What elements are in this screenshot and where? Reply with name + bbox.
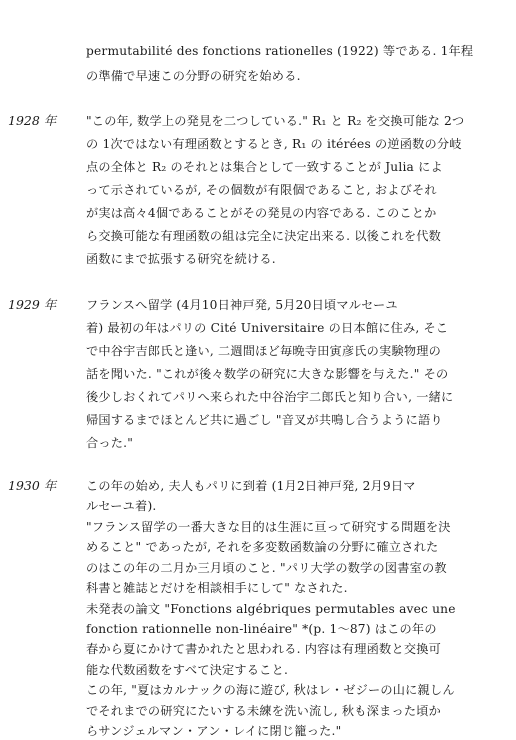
text-line: 科書と雑誌とだけを相談相手にして" なされた.: [86, 581, 348, 595]
text-line: らサンジェルマン・アン・レイに閉じ籠った.": [86, 724, 342, 738]
text-line: が実は高々4個であることがその発見の内容である. このことか: [86, 206, 437, 220]
text-line: permutabilité des fonctions rationelles (1922) 等である. 1年程: [86, 44, 474, 58]
year-label: 1930 年: [8, 478, 57, 493]
text-line: 着) 最初の年はパリの Cité Universitaire の日本館に住み, そこ: [86, 321, 449, 335]
text-line: この年, "夏はカルナックの海に遊び, 秋はレ・ゼジーの山に親しん: [86, 683, 455, 697]
text-line: 話を聞いた. "これが後々数学の研究に大きな影響を与えた." その: [86, 367, 449, 381]
text-line: "この年, 数学上の発見を二つしている." R₁ と R₂ を交換可能な 2つ: [86, 114, 465, 128]
text-line: でそれまでの研究にたいする未練を洗い流し, 秋も深まった頃か: [86, 704, 441, 718]
text-line: の準備で早速この分野の研究を始める.: [86, 69, 301, 83]
text-line: ら交換可能な有理函数の組は完全に決定出来る. 以後これを代数: [86, 229, 441, 243]
year-label: 1929 年: [8, 297, 57, 312]
text-line: って示されているが, その個数が有限個であること, およびそれ: [86, 183, 437, 197]
text-line: 春から夏にかけて書かれたと思われる. 内容は有理函数と交換可: [86, 642, 441, 656]
text-line: のはこの年の二月か三月頃のこと. "パリ大学の数学の図書室の教: [86, 561, 447, 575]
year-label: 1928 年: [8, 113, 57, 128]
text-line: ルセーユ着).: [86, 499, 157, 513]
text-line: めること" であったが, それを多変数函数論の分野に確立された: [86, 540, 439, 554]
text-line: 未発表の論文 "Fonctions algébriques permutables avec une: [86, 602, 456, 616]
text-line: 函数にまで拡張する研究を続ける.: [86, 252, 276, 266]
text-line: で中谷宇吉郎氏と逢い, 二週間ほど毎晩寺田寅彦氏の実験物理の: [86, 344, 441, 358]
text-line: 後少しおくれてパリへ来られた中谷治宇二郎氏と知り合い, 一緒に: [86, 390, 454, 404]
text-line: fonction rationnelle non-linéaire" *(p. 1～87) はこの年の: [86, 622, 437, 636]
text-line: この年の始め, 夫人もパリに到着 (1月2日神戸発, 2月9日マ: [86, 479, 416, 493]
text-line: 能な代数函数をすべて決定すること.: [86, 663, 289, 677]
text-line: 点の全体と R₂ のそれとは集合として一致することが Julia によ: [86, 160, 443, 174]
text-line: "フランス留学の一番大きな目的は生涯に亘って研究する問題を決: [86, 520, 451, 534]
text-line: 帰国するまでほとんど共に過ごし "音叉が共鳴し合うように語り: [86, 413, 443, 427]
text-line: 合った.": [86, 436, 134, 450]
text-line: の 1次ではない有理函数とするとき, R₁ の itérées の逆函数の分岐: [86, 137, 462, 151]
text-line: フランスへ留学 (4月10日神戸発, 5月20日頃マルセーユ: [86, 298, 398, 312]
